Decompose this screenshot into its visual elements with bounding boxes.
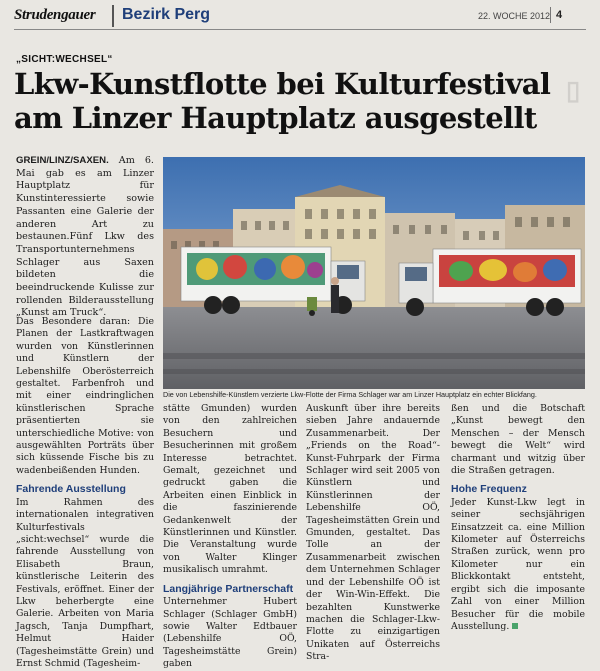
headline-line-2: am Linzer Hauptplatz ausgestellt bbox=[14, 101, 537, 135]
masthead-logo: Strudengauer bbox=[14, 7, 96, 23]
headline-line-1: Lkw-Kunstflotte bei Kulturfestival bbox=[14, 67, 551, 101]
page-number: 4 bbox=[556, 9, 563, 21]
lead-text: Am 6. Mai gab es am Linzer Hauptplatz für Kunstinteressierte sowie Passanten eine Galerie der anderen Art zu bestaunen.Fünf Lkw des Transportunternehmens Schlager aus Saxen bildeten die beeindruckende Kulisse zur rollenden Bilderausstellung „Kunst am Truck“. bbox=[16, 155, 154, 319]
article-column-4 bbox=[451, 403, 585, 633]
body-paragraph: Unternehmer Hubert Schlager (Schlager GmbH) sowie Walter Edtbauer (Lebenshilfe OÖ, Tagesheimstätte Grein) gaben bbox=[163, 596, 297, 670]
dateline: GREIN/LINZ/SAXEN. bbox=[16, 155, 109, 166]
body-paragraph: Im Rahmen des internationalen integrativen Kulturfestivals „sicht:wechsel“ wurde die fahrende Ausstellung von Elisabeth Braun, künstlerische Leiterin des Festivals, eröffnet. Einer der Lkw beherbergte eine Galerie. Arbeiten von Maria Jagsch, Tanja Dumpfhart, Helmut Haider (Tagesheimstätte Grein) und Ernst Schmid (Tagesheim- bbox=[16, 496, 154, 669]
body-paragraph bbox=[451, 497, 585, 633]
bleed-through-decoration: ▯ bbox=[566, 76, 581, 105]
article-column-3 bbox=[306, 403, 440, 664]
article-kicker: „SICHT:WECHSEL“ bbox=[16, 54, 113, 65]
body-paragraph: ßen und die Botschaft „Kunst bewegt den Menschen – der Mensch bewegt die Welt“ wird charmant und witzig über die Straßen getragen. bbox=[451, 403, 585, 477]
article-photo bbox=[163, 157, 585, 389]
body-paragraph: stätte Gmunden) wurden von den zahlreichen Besuchern und Besucherinnen mit großem Interesse betrachtet. Gemalt, gezeichnet und gedruckt gaben die Arbeiten einen Einblick in die faszinierende Gedankenwelt der Künstlerinnen und Künstler. Die Veranstaltung wurde von Walter Klinger musikalisch umrahmt. bbox=[163, 403, 297, 576]
region-title: Bezirk Perg bbox=[122, 6, 211, 23]
photo-caption: Die von Lebenshilfe-Künstlern verzierte Lkw-Flotte der Firma Schlager war am Linzer Hauptplatz ein echter Blickfang. bbox=[163, 390, 537, 399]
subhead-partnerschaft: Langjährige Partnerschaft bbox=[163, 582, 294, 595]
closing-text: Jeder Kunst-Lkw legt in seiner sechsjährigen Einsatzzeit ca. eine Million Kilometer auf Österreichs Straßen zurück, wenn pro Kilometer nur ein Blickkontakt entsteht, ergibt sich die imposante Zahl von einer Million Besucher für die mobile Ausstellung. bbox=[451, 496, 585, 632]
header-divider bbox=[112, 5, 114, 27]
article-headline bbox=[14, 67, 574, 135]
header-rule bbox=[14, 29, 586, 30]
article-lead bbox=[16, 155, 154, 320]
page-number-divider bbox=[550, 7, 551, 23]
body-paragraph: Auskunft über ihre bereits sieben Jahre andauernde Zusammenarbeit. Der „Friends on the Road“-Kunst-Fuhrpark der Firma Schlager wird seit 2005 von Künstlern und Künstlerinnen der Lebenshilfe OÖ, Tagesheimstätten Grein und Gmunden, gestaltet. Das Tolle an der Zusammenarbeit zwischen dem Unternehmen Schlager und der Lebenshilfe OÖ ist der Win-Win-Effekt. Die bezahlten Kunstwerke machen die Schlager-Lkw-Flotte zu einzigartigen Unikaten auf Österreichs Stra- bbox=[306, 403, 440, 663]
body-paragraph: Das Besondere daran: Die Planen der Lastkraftwagen wurden von Künstlerinnen und Künstlern der Lebenshilfe Oberösterreich gestaltet. Farbenfroh und mit einer eindringlichen künstlerischen Sprache präsentierten sie unterschiedliche Motive: von ausgewählten Porträts über sich küssende Fische bis zu wadenbeißenden Hunden. bbox=[16, 316, 154, 476]
article-column-2 bbox=[163, 403, 297, 671]
article-column-1 bbox=[16, 316, 154, 670]
subhead-hohe-frequenz: Hohe Frequenz bbox=[451, 483, 527, 496]
issue-week: 22. WOCHE 2012 bbox=[478, 11, 551, 21]
subhead-fahrende-ausstellung: Fahrende Ausstellung bbox=[16, 483, 126, 496]
article-end-mark-icon bbox=[512, 623, 518, 629]
